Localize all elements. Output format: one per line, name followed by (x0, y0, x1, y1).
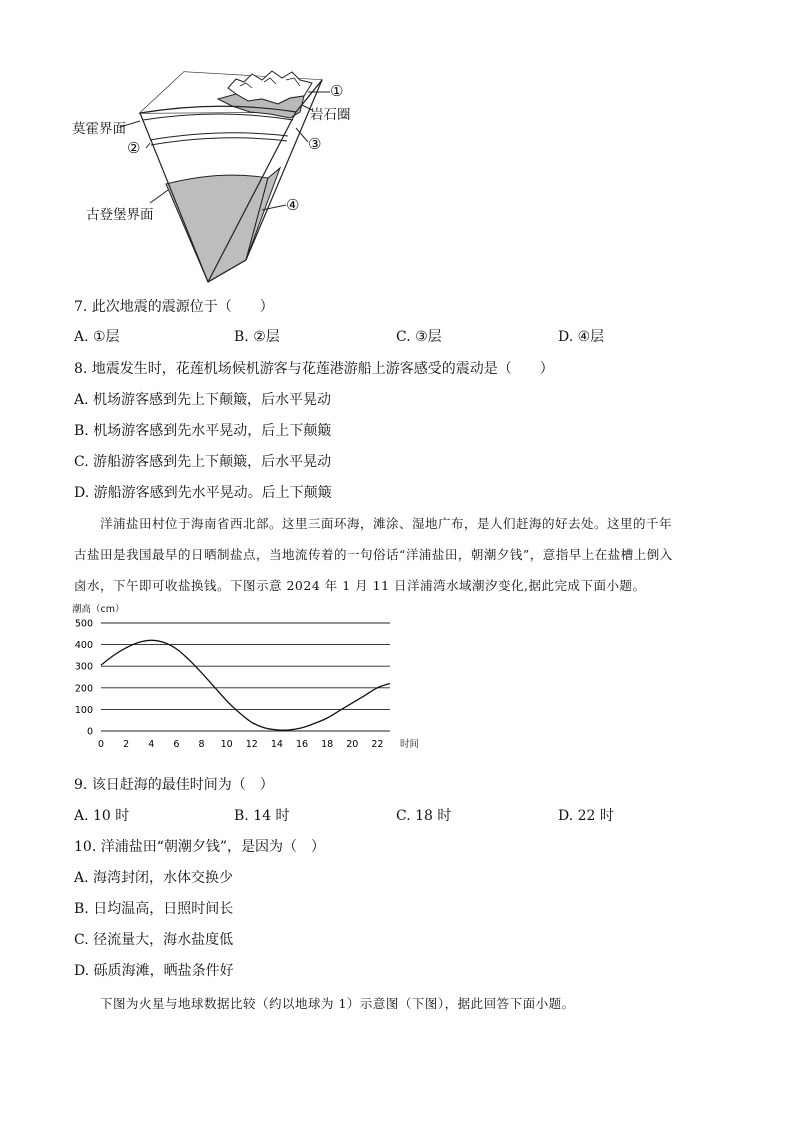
passage-line: 古盐田是我国最早的日晒制盐点，当地流传着的一句俗话“洋浦盐田，朝潮夕钱”，意指早上在盐槽上倒入 (74, 547, 673, 562)
chart-ytick-label: 100 (74, 704, 93, 716)
chart-ytick-label: 400 (74, 640, 93, 652)
tide-chart (60, 600, 420, 752)
passage-line: 下图为火星与地球数据比较（约以地球为 1）示意图（下图），据此回答下面小题。 (100, 996, 575, 1011)
question-9-option-a: A. 10 时 (74, 808, 130, 824)
chart-xtick-label: 20 (346, 739, 359, 750)
passage-line: 洋浦盐田村位于海南省西北部。这里三面环海，滩涂、湿地广布，是人们赶海的好去处。这里的千年 (100, 516, 673, 531)
question-7-stem: 7. 此次地震的震源位于（ ） (74, 299, 274, 315)
layer-4-marker: ④ (286, 196, 300, 214)
layer-1-marker: ① (330, 82, 344, 100)
chart-xlabel: 时间 (400, 739, 420, 750)
question-10-option-c: C. 径流量大，海水盐度低 (74, 932, 234, 948)
question-8-option-b: B. 机场游客感到先水平晃动，后上下颠簸 (74, 423, 332, 439)
question-7-option-b: B. ②层 (234, 329, 280, 345)
question-9-stem: 9. 该日赶海的最佳时间为（ ） (74, 777, 274, 793)
question-7-option-c: C. ③层 (396, 329, 442, 345)
earth-structure-diagram (0, 0, 794, 290)
question-10-option-a: A. 海湾封闭，水体交换少 (74, 870, 234, 886)
chart-xtick-label: 2 (123, 739, 130, 750)
gutenberg-label: 古登堡界面 (86, 207, 154, 223)
chart-xtick-label: 4 (148, 739, 155, 750)
layer-2-marker: ② (127, 139, 141, 157)
chart-xtick-label: 0 (97, 739, 105, 750)
question-9-option-b: B. 14 时 (234, 808, 290, 824)
question-10-option-b: B. 日均温高，日照时间长 (74, 901, 234, 917)
chart-ytick-label: 0 (86, 726, 93, 738)
moho-label: 莫霍界面 (72, 121, 126, 137)
question-9-option-c: C. 18 时 (396, 808, 452, 824)
passage-line: 卤水，下午即可收盐换钱。下图示意 2024 年 1 月 11 日洋浦湾水域潮汐变化,据此完成下面小题。 (74, 578, 646, 593)
chart-ytick-label: 200 (74, 683, 93, 695)
chart-xtick-label: 6 (173, 739, 180, 750)
question-10-option-d: D. 砾质海滩，晒盐条件好 (74, 963, 234, 979)
chart-ylabel: 潮高（cm） (72, 604, 125, 615)
question-10-stem: 10. 洋浦盐田“朝潮夕钱”，是因为（ ） (74, 839, 326, 855)
passage-mars-earth (74, 988, 724, 1019)
question-8-option-a: A. 机场游客感到先上下颠簸，后水平晃动 (74, 392, 332, 408)
question-7-option-d: D. ④层 (558, 329, 605, 345)
chart-ytick-label: 300 (74, 661, 93, 673)
question-7-option-a: A. ①层 (74, 329, 120, 345)
chart-xtick-label: 8 (198, 739, 205, 750)
chart-xtick-label: 12 (245, 739, 258, 750)
question-8-option-d: D. 游船游客感到先水平晃动。后上下颠簸 (74, 485, 332, 501)
chart-xtick-label: 14 (270, 739, 283, 750)
chart-xtick-label: 10 (220, 739, 233, 750)
chart-xtick-label: 16 (295, 739, 309, 750)
question-8-option-c: C. 游船游客感到先上下颠簸，后水平晃动 (74, 454, 332, 470)
lithosphere-label: 岩石圈 (310, 107, 351, 123)
chart-xtick-label: 18 (321, 739, 334, 750)
layer-3-marker: ③ (308, 135, 322, 153)
question-9-option-d: D. 22 时 (558, 808, 614, 824)
question-8-stem: 8. 地震发生时，花莲机场候机游客与花莲港游船上游客感受的震动是（ ） (74, 361, 554, 377)
chart-xtick-label: 22 (371, 739, 384, 750)
tide-series-line (101, 640, 390, 730)
chart-ytick-label: 500 (74, 618, 93, 630)
passage-yangpu (74, 508, 724, 601)
